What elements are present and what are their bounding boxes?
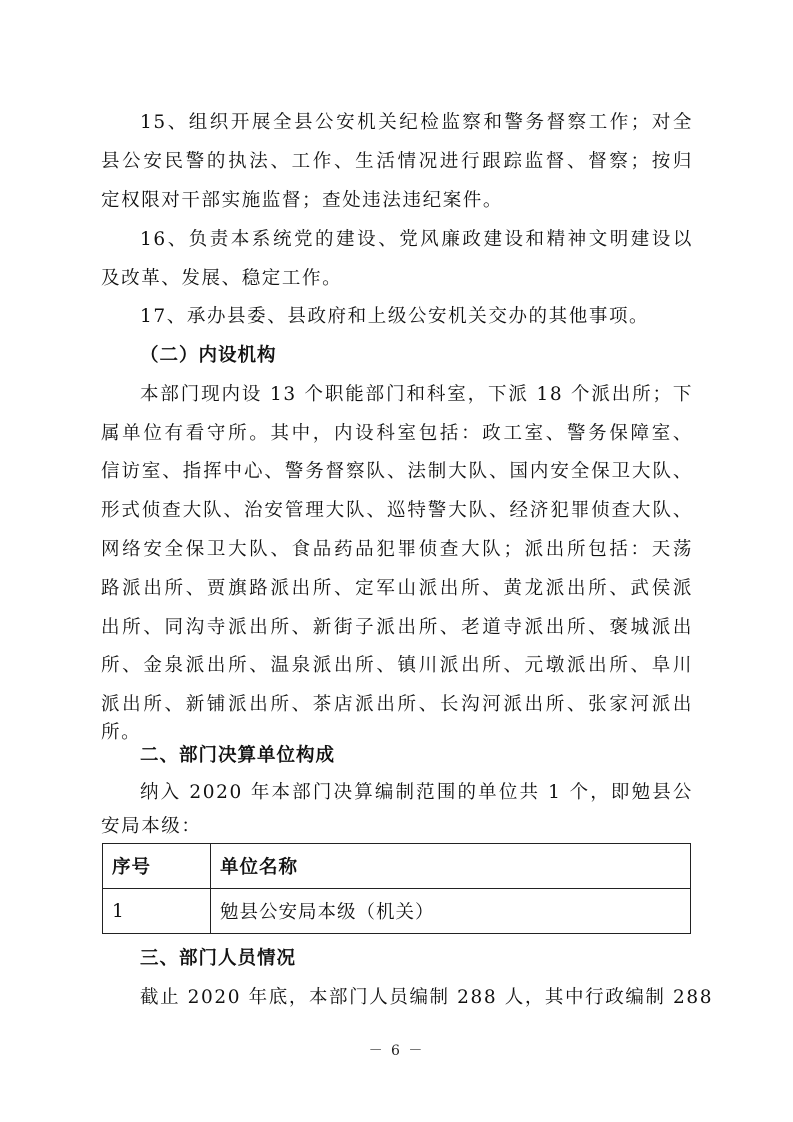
- paragraph-line: 网络安全保卫大队、食品药品犯罪侦查大队；派出所包括：天荡: [101, 539, 693, 560]
- paragraph-line: 所。: [101, 722, 142, 743]
- paragraph-line: 纳入 2020 年本部门决算编制范围的单位共 1 个，即勉县公: [140, 782, 693, 803]
- paragraph-line: 17、承办县委、县政府和上级公安机关交办的其他事项。: [140, 306, 650, 327]
- paragraph-line: 定权限对干部实施监督；查处违法违纪案件。: [101, 190, 504, 211]
- paragraph-line: 属单位有看守所。其中，内设科室包括：政工室、警务保障室、: [101, 423, 693, 444]
- paragraph-line: 派出所、新铺派出所、茶店派出所、长沟河派出所、张家河派出: [101, 694, 693, 715]
- section-heading: 二、部门决算单位构成: [140, 745, 336, 766]
- paragraph-line: 及改革、发展、稳定工作。: [101, 268, 343, 289]
- section-heading: 三、部门人员情况: [140, 948, 297, 969]
- paragraph-line: 本部门现内设 13 个职能部门和科室，下派 18 个派出所；下: [140, 384, 693, 405]
- paragraph-line: 15、组织开展全县公安机关纪检监察和警务督察工作；对全: [140, 112, 693, 133]
- paragraph-line: 路派出所、贾旗路派出所、定军山派出所、黄龙派出所、武侯派: [101, 578, 693, 599]
- table-cell-no: 1: [103, 889, 211, 934]
- paragraph-line: 县公安民警的执法、工作、生活情况进行跟踪监督、督察；按归: [101, 151, 693, 172]
- paragraph-line: 形式侦查大队、治安管理大队、巡特警大队、经济犯罪侦查大队、: [101, 500, 693, 521]
- table-header-no: 序号: [103, 844, 211, 889]
- paragraph-line: 所、金泉派出所、温泉派出所、镇川派出所、元墩派出所、阜川: [101, 655, 693, 676]
- table-cell-unit-name: 勉县公安局本级（机关）: [211, 889, 691, 934]
- table-header-unit-name: 单位名称: [211, 844, 691, 889]
- page-number: － 6 －: [368, 1043, 425, 1059]
- paragraph-line: 安局本级：: [101, 816, 202, 837]
- paragraph-line: 出所、同沟寺派出所、新街子派出所、老道寺派出所、褒城派出: [101, 617, 693, 638]
- paragraph-line: 16、负责本系统党的建设、党风廉政建设和精神文明建设以: [140, 229, 693, 250]
- paragraph-line: 信访室、指挥中心、警务督察队、法制大队、国内安全保卫大队、: [101, 461, 693, 482]
- table-header-row: [103, 844, 691, 889]
- section-heading: （二）内设机构: [140, 345, 277, 366]
- paragraph-line: 截止 2020 年底，本部门人员编制 288 人，其中行政编制 288: [140, 987, 714, 1008]
- table-row: [103, 889, 691, 934]
- unit-table: [102, 843, 691, 934]
